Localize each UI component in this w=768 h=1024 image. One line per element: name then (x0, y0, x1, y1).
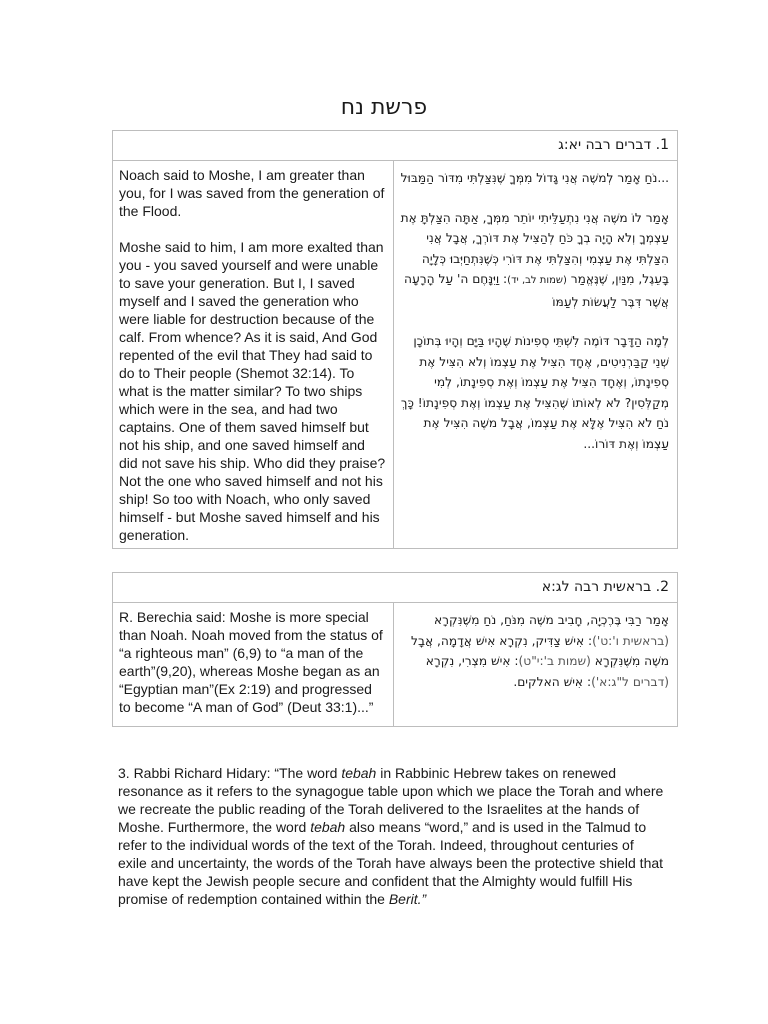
hebrew-text: : אִישׁ האלקים. (513, 674, 592, 689)
citation: (שמות לב, יד) (507, 275, 567, 286)
source-header-1: 1. דברים רבה יא:ג (113, 131, 678, 161)
citation: (דברים ל"ג:א') (591, 674, 669, 689)
quote-text: in Rabbinic Hebrew takes on renewed resonance as it refers to the synagogue table upon which we place the Torah and where we recreate the public reading of the Torah delivered to the Israelites at the hands of Moshe. Furthermore, the word (118, 765, 664, 835)
hebrew-text: : וַיִּנָּחֶם ה' עַל הָרָעָה אֲשֶׁר דִּבֶּר לַעֲשׂוֹת לְעַמּוֹ (404, 272, 669, 309)
source-table-2 (112, 572, 678, 727)
quote-term: tebah (310, 819, 346, 835)
quote-text: also means “word,” and is used in the Talmud to refer to the individual words of the text of the Torah. Indeed, throughout centuries of exile and uncertainty, the words of the Torah have always been the protective shield that have kept the Jewish people secure and confident that the Almighty would fulfill His promise of redemption contained within the (118, 819, 664, 907)
hebrew-paragraph (400, 208, 669, 313)
page-title: פרשת נח (340, 95, 428, 120)
english-translation-1 (113, 161, 394, 549)
english-paragraph: Moshe said to him, I am more exalted than you - you saved yourself and were unable to save your generation. But I, I saved myself and I saved the generation who were liable for destruction because of the calf. From whence? As it is said, And God repented of the evil that They had said to do to Their people (Shemot 32:14). To what is the matter similar? To two ships which were in the sea, and had two captains. One of them saved himself but not his ship, and one saved himself and did not save his ship. Who did they praise? Not the one who saved himself and not his ship! So too with Noach, who only saved himself - but Moshe saved himself and his generation. (119, 239, 386, 543)
english-paragraph: Noach said to Moshe, I am greater than you, for I was saved from the generation of the Flood. (119, 167, 385, 219)
hebrew-text: : אִישׁ מִצְרִי, נִקְרָא (425, 654, 519, 668)
hebrew-text: אָמַר רַבִּי בֶּרֶכְיָה, חָבִיב משֶׁה מִנֹּחַ, נֹחַ מִשֶּׁנִּקְרָא (434, 613, 669, 627)
quote-term: Berit. (388, 891, 422, 907)
citation: (בראשית ו':ט') (592, 633, 669, 648)
english-translation-2: R. Berechia said: Moshe is more special than Noah. Noah moved from the status of “a righteous man” (6,9) to “a man of the earth”(9,20), whereas Moshe began as an “Egyptian man”(Ex 2:19) and progressed to become “A man of God” (Deut 33:1)...” (113, 603, 394, 727)
quote-term: tebah (341, 765, 377, 781)
hebrew-source-1 (394, 161, 678, 549)
hebrew-text: : אִישׁ צַדִּיק, נִקְרָא אִישׁ אֲדָמָה, אֲבָל משֶׁה מִשֶּׁנִּקְרָא (411, 633, 669, 668)
hebrew-source-2 (394, 603, 678, 727)
hebrew-paragraph: לְמָה הַדָּבָר דּוֹמֶה לִשְׁתֵּי סְפִינוֹת שֶׁהָיוּ בַּיָּם וְהָיוּ בְּתוֹכָן שְׁנֵי קַבַּרְנִיטִים, אֶחָד הִצִּיל אֶת עַצְמוֹ וְלֹא הִצִּיל אֶת סְפִינָתוֹ, וְאֶחָד הִצִּיל אֶת עַצְמוֹ וְאֶת סְפִינָתוֹ, לְמִי מְקַלְּסִין? לֹא לְאוֹתוֹ שֶׁהִצִּיל אֶת עַצְמוֹ וְאֶת סְפִינָתוֹ! כָּךְ נֹחַ לֹא הִצִּיל אֶלָּא אֶת עַצְמוֹ, אֲבָל משֶׁה הִצִּיל אֶת עַצְמוֹ וְאֶת דּוֹרוֹ... (400, 334, 669, 451)
source-header-2: 2. בראשית רבה לג:א (113, 573, 678, 603)
hebrew-paragraph: ...נֹחַ אָמַר לְמשֶׁה אֲנִי גָּדוֹל מִמְּךָ שֶׁנִּצַּלְתִּי מִדּוֹר הַמַּבּוּל (400, 171, 669, 185)
quote-text: 3. Rabbi Richard Hidary: “The word (118, 765, 342, 781)
quote-text: ” (421, 891, 427, 907)
hidary-quote (118, 764, 666, 908)
citation: (שמות ב':י"ט) (518, 654, 591, 668)
hebrew-text: אָמַר לוֹ משֶׁה אֲנִי נִתְעַלֵּיתִי יוֹתֵר מִמְּךָ, אַתָּה הִצַּלְתָּ אֶת עַצְמְךָ וְלֹא הָיָה בְךָ כֹּחַ לְהַצִּיל אֶת דּוֹרְךָ, אֲבָל אֲנִי הִצַּלְתִּי אֶת עַצְמִי וְהִצַּלְתִּי אֶת דּוֹרִי כְּשֶׁנִּתְחַיְּבוּ כְּלָיָה בָּעֵגֶל, מִנַּיִן, שֶׁנֶּאֱמַר (400, 210, 669, 286)
source-table-1 (112, 130, 678, 549)
